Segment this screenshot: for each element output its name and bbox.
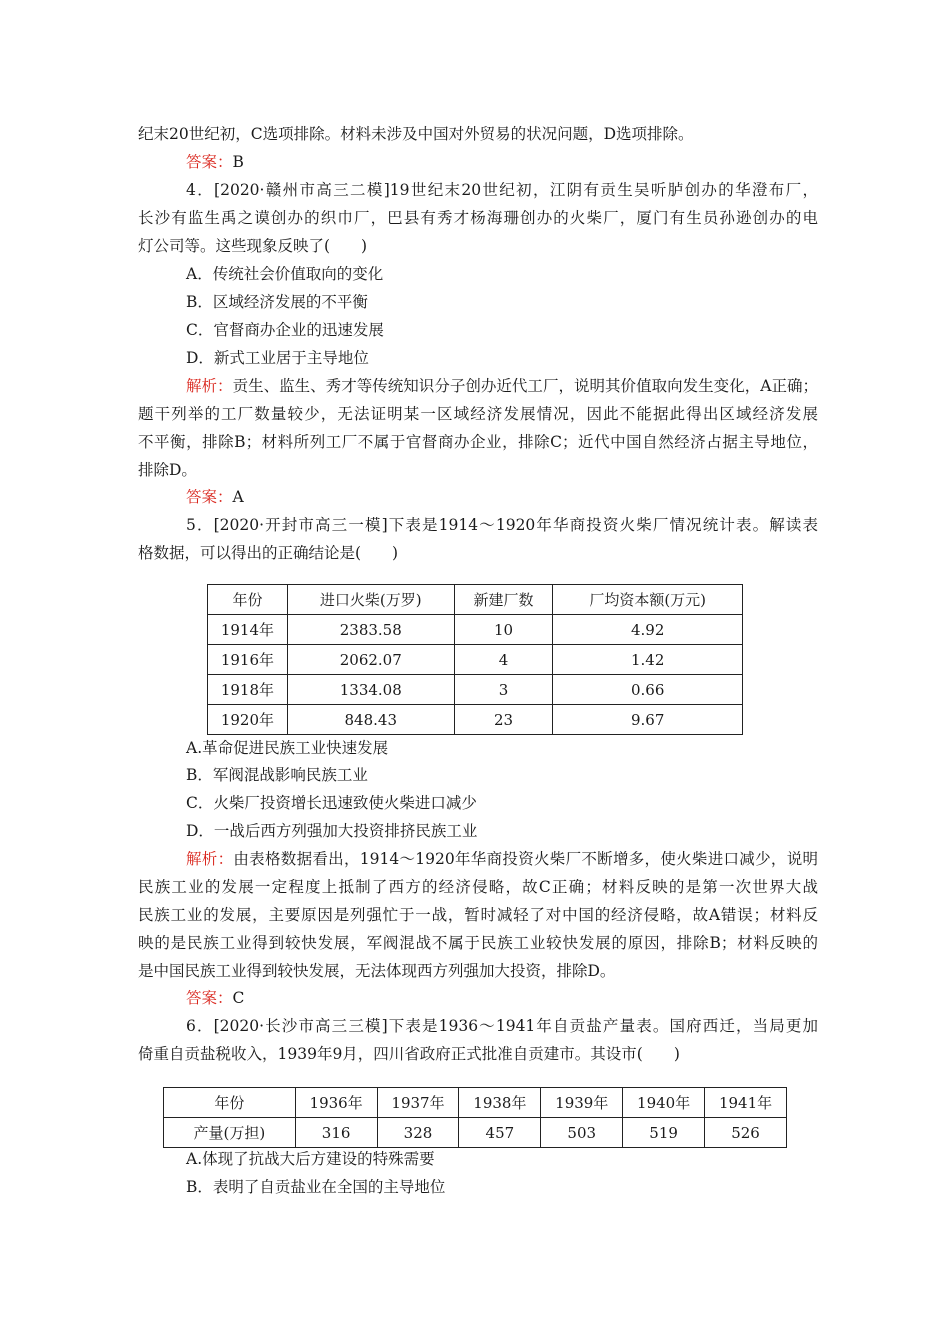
q6-stem-line-2: 倚重自贡盐税收入，1939年9月，四川省政府正式批准自贡建市。其设市( ) <box>138 1045 680 1063</box>
answer-label: 答案： <box>186 153 233 171</box>
table-cell: 9.67 <box>553 705 743 735</box>
q4-option-c: C．官督商办企业的迅速发展 <box>186 321 384 339</box>
table-header-cell: 年份 <box>164 1088 296 1118</box>
table-cell: 519 <box>623 1118 705 1148</box>
table-cell: 0.66 <box>553 675 743 705</box>
q4-option-a: A．传统社会价值取向的变化 <box>186 265 384 283</box>
q4-option-b: B．区域经济发展的不平衡 <box>186 293 368 311</box>
analysis-label: 解析： <box>186 850 234 868</box>
table-cell: 1916年 <box>208 645 288 675</box>
table-cell: 1.42 <box>553 645 743 675</box>
q6-option-b: B．表明了自贡盐业在全国的主导地位 <box>186 1178 446 1196</box>
answer-label: 答案： <box>186 488 233 506</box>
table-cell: 1920年 <box>208 705 288 735</box>
q4-analysis-line-2: 题干列举的工厂数量较少，无法证明某一区域经济发展情况，因此不能据此得出区域经济发展 <box>138 405 818 423</box>
q4-analysis-line-4: 排除D。 <box>138 461 197 479</box>
analysis-text: 贡生、监生、秀才等传统知识分子创办近代工厂，说明其价值取向发生变化，A正确； <box>232 377 818 395</box>
q4-analysis-line-3: 不平衡，排除B；材料所列工厂不属于官督商办企业，排除C；近代中国自然经济占据主导地位， <box>138 433 818 451</box>
answer-value: C <box>232 989 245 1007</box>
table-header-cell: 新建厂数 <box>454 585 553 615</box>
q6-stem-line-1: 6．[2020·长沙市高三三模]下表是1936～1941年自贡盐产量表。国府西迁，当局更加 <box>186 1017 818 1035</box>
table-cell: 316 <box>295 1118 377 1148</box>
q5-option-b: B．军阀混战影响民族工业 <box>186 766 368 784</box>
q6-option-a: A.体现了抗战大后方建设的特殊需要 <box>186 1150 435 1168</box>
q5-option-d: D．一战后西方列强加大投资排挤民族工业 <box>186 822 478 840</box>
q5-analysis-line-2: 民族工业的发展一定程度上抵制了西方的经济侵略，故C正确；材料反映的是第一次世界大战 <box>138 878 818 896</box>
table-row <box>208 645 743 675</box>
table-header-cell: 1937年 <box>377 1088 459 1118</box>
answer-value: A <box>232 488 244 506</box>
q6-table <box>163 1087 787 1148</box>
table-row <box>164 1118 787 1148</box>
table-cell: 1334.08 <box>287 675 454 705</box>
q4-stem-line-3: 灯公司等。这些现象反映了( ) <box>138 237 368 255</box>
q4-analysis-line-1 <box>186 376 818 396</box>
table-row <box>208 675 743 705</box>
q4-option-d: D．新式工业居于主导地位 <box>186 349 369 367</box>
table-cell: 产量(万担) <box>164 1118 296 1148</box>
table-cell: 2062.07 <box>287 645 454 675</box>
table-row <box>208 705 743 735</box>
table-header-cell: 年份 <box>208 585 288 615</box>
table-cell: 2383.58 <box>287 615 454 645</box>
table-header-cell: 1936年 <box>295 1088 377 1118</box>
table-cell: 3 <box>454 675 553 705</box>
q4-stem-line-1: 4．[2020·赣州市高三二模]19世纪末20世纪初，江阴有贡生吴听胪创办的华澄布厂， <box>186 181 818 199</box>
q5-analysis-line-1 <box>186 849 818 869</box>
table-header-cell: 1939年 <box>541 1088 623 1118</box>
q5-analysis-line-4: 映的是民族工业得到较快发展，军阀混战不属于民族工业较快发展的原因，排除B；材料反映的 <box>138 934 818 952</box>
answer-value: B <box>232 153 244 171</box>
q4-stem-line-2: 长沙有监生禹之谟创办的织巾厂，巴县有秀才杨海珊创办的火柴厂，厦门有生员孙逊创办的电 <box>138 209 818 227</box>
table-cell: 526 <box>705 1118 787 1148</box>
q5-table <box>207 584 743 735</box>
table-header-cell: 1941年 <box>705 1088 787 1118</box>
table-cell: 503 <box>541 1118 623 1148</box>
table-header-cell: 厂均资本额(万元) <box>553 585 743 615</box>
table-cell: 1918年 <box>208 675 288 705</box>
analysis-label: 解析： <box>186 377 233 395</box>
q5-option-a: A.革命促进民族工业快速发展 <box>186 739 389 757</box>
analysis-text: 由表格数据看出，1914～1920年华商投资火柴厂不断增多，使火柴进口减少，说明 <box>233 850 818 868</box>
prev-analysis-tail: 纪末20世纪初，C选项排除。材料未涉及中国对外贸易的状况问题，D选项排除。 <box>138 125 694 143</box>
table-header-row <box>208 585 743 615</box>
q5-option-c: C．火柴厂投资增长迅速致使火柴进口减少 <box>186 794 477 812</box>
q5-answer <box>186 988 244 1008</box>
q5-analysis-line-5: 是中国民族工业得到较快发展，无法体现西方列强加大投资，排除D。 <box>138 962 616 980</box>
table-header-cell: 1938年 <box>459 1088 541 1118</box>
prev-answer <box>186 152 244 172</box>
q5-stem-line-2: 格数据，可以得出的正确结论是( ) <box>138 544 399 562</box>
table-header-row <box>164 1088 787 1118</box>
table-cell: 4.92 <box>553 615 743 645</box>
table-cell: 23 <box>454 705 553 735</box>
table-header-cell: 1940年 <box>623 1088 705 1118</box>
q4-answer <box>186 487 244 507</box>
q5-analysis-line-3: 民族工业的发展，主要原因是列强忙于一战，暂时减轻了对中国的经济侵略，故A错误；材料反 <box>138 906 818 924</box>
table-cell: 848.43 <box>287 705 454 735</box>
table-cell: 328 <box>377 1118 459 1148</box>
table-cell: 1914年 <box>208 615 288 645</box>
table-cell: 457 <box>459 1118 541 1148</box>
answer-label: 答案： <box>186 989 233 1007</box>
table-cell: 10 <box>454 615 553 645</box>
q5-stem-line-1: 5．[2020·开封市高三一模]下表是1914～1920年华商投资火柴厂情况统计表。解读表 <box>186 516 818 534</box>
table-header-cell: 进口火柴(万罗) <box>287 585 454 615</box>
table-cell: 4 <box>454 645 553 675</box>
table-row <box>208 615 743 645</box>
